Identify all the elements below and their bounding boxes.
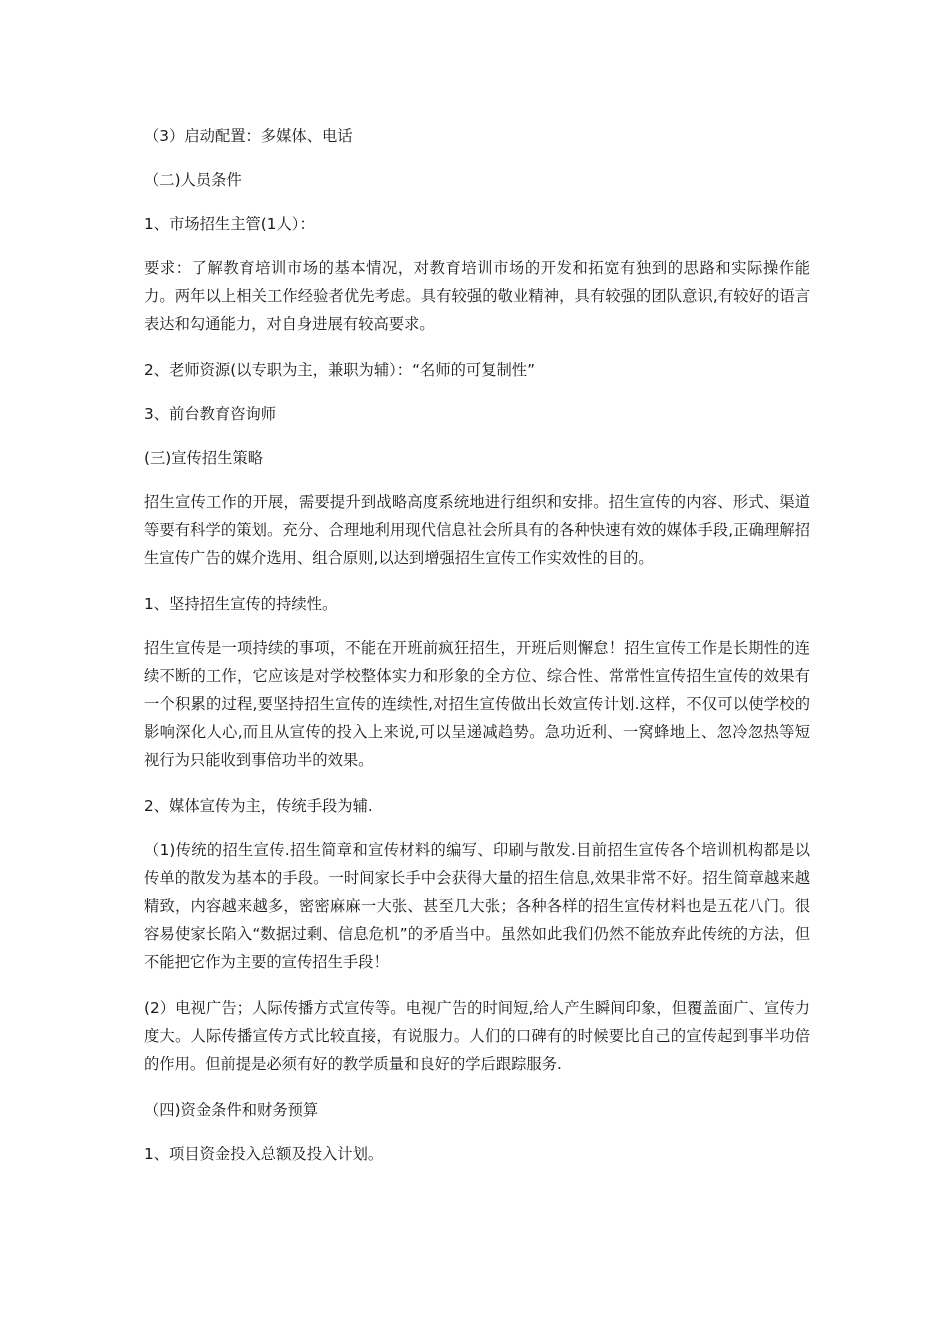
paragraph-teacher-resources: 2、老师资源(以专职为主，兼职为辅）：“名师的可复制性” [144,361,536,379]
paragraph-front-desk-consultant: 3、前台教育咨询师 [144,405,277,423]
heading-promotion-strategy: (三)宣传招生策略 [144,449,264,467]
paragraph-promotion-intro: 招生宣传工作的开展，需要提升到战略高度系统地进行组织和安排。招生宣传的内容、形式、渠道等要有科学的策划。充分、合理地利用现代信息社会所具有的各种快速有效的媒体手段,正确理解招生宣传广告的媒介选用、组合原则,以达到增强招生宣传工作实效性的目的。 [144,493,810,567]
paragraph-requirements: 要求：了解教育培训市场的基本情况，对教育培训市场的开发和拓宽有独到的思路和实际操作能力。两年以上相关工作经验者优先考虑。具有较强的敬业精神，具有较强的团队意识,有较好的语言表达和勾通能力，对自身进展有较高要求。 [144,259,810,333]
paragraph-investment-plan: 1、项目资金投入总额及投入计划。 [144,1145,384,1163]
paragraph-startup-config: （3）启动配置：多媒体、电话 [144,127,353,145]
paragraph-tv-advertising: (2）电视广告；人际传播方式宣传等。电视广告的时间短,给人产生瞬间印象，但覆盖面广、宣传力度大。人际传播宣传方式比较直接，有说服力。人们的口碑有的时候要比自己的宣传起到事半功倍的作用。但前提是必须有好的教学质量和良好的学后跟踪服务. [144,999,810,1073]
paragraph-sustained-promotion-body: 招生宣传是一项持续的事项，不能在开班前疯狂招生，开班后则懈怠！招生宣传工作是长期性的连续不断的工作，它应该是对学校整体实力和形象的全方位、综合性、常常性宣传招生宣传的效果有一个积累的过程,要坚持招生宣传的连续性,对招生宣传做出长效宣传计划.这样，不仅可以使学校的影响深化人心,而且从宣传的投入上来说,可以呈递减趋势。急功近利、一窝蜂地上、忽冷忽热等短视行为只能收到事倍功半的效果。 [144,639,810,769]
paragraph-traditional-promotion: （1)传统的招生宣传.招生简章和宣传材料的编写、印刷与散发.目前招生宣传各个培训机构都是以传单的散发为基本的手段。一时间家长手中会获得大量的招生信息,效果非常不好。招生简章越来越精致，内容越来越多，密密麻麻一大张、甚至几大张；各种各样的招生宣传材料也是五花八门。很容易使家长陷入“数据过剩、信息危机”的矛盾当中。虽然如此我们仍然不能放弃此传统的方法，但不能把它作为主要的宣传招生手段！ [144,841,810,971]
paragraph-sustained-promotion-title: 1、坚持招生宣传的持续性。 [144,595,338,613]
paragraph-marketing-supervisor: 1、市场招生主管(1人）： [144,215,315,233]
heading-personnel-conditions: （二)人员条件 [144,171,242,189]
heading-funding-budget: （四)资金条件和财务预算 [144,1101,319,1119]
paragraph-media-promotion-title: 2、媒体宣传为主，传统手段为辅. [144,797,373,815]
document-body [144,122,810,1184]
